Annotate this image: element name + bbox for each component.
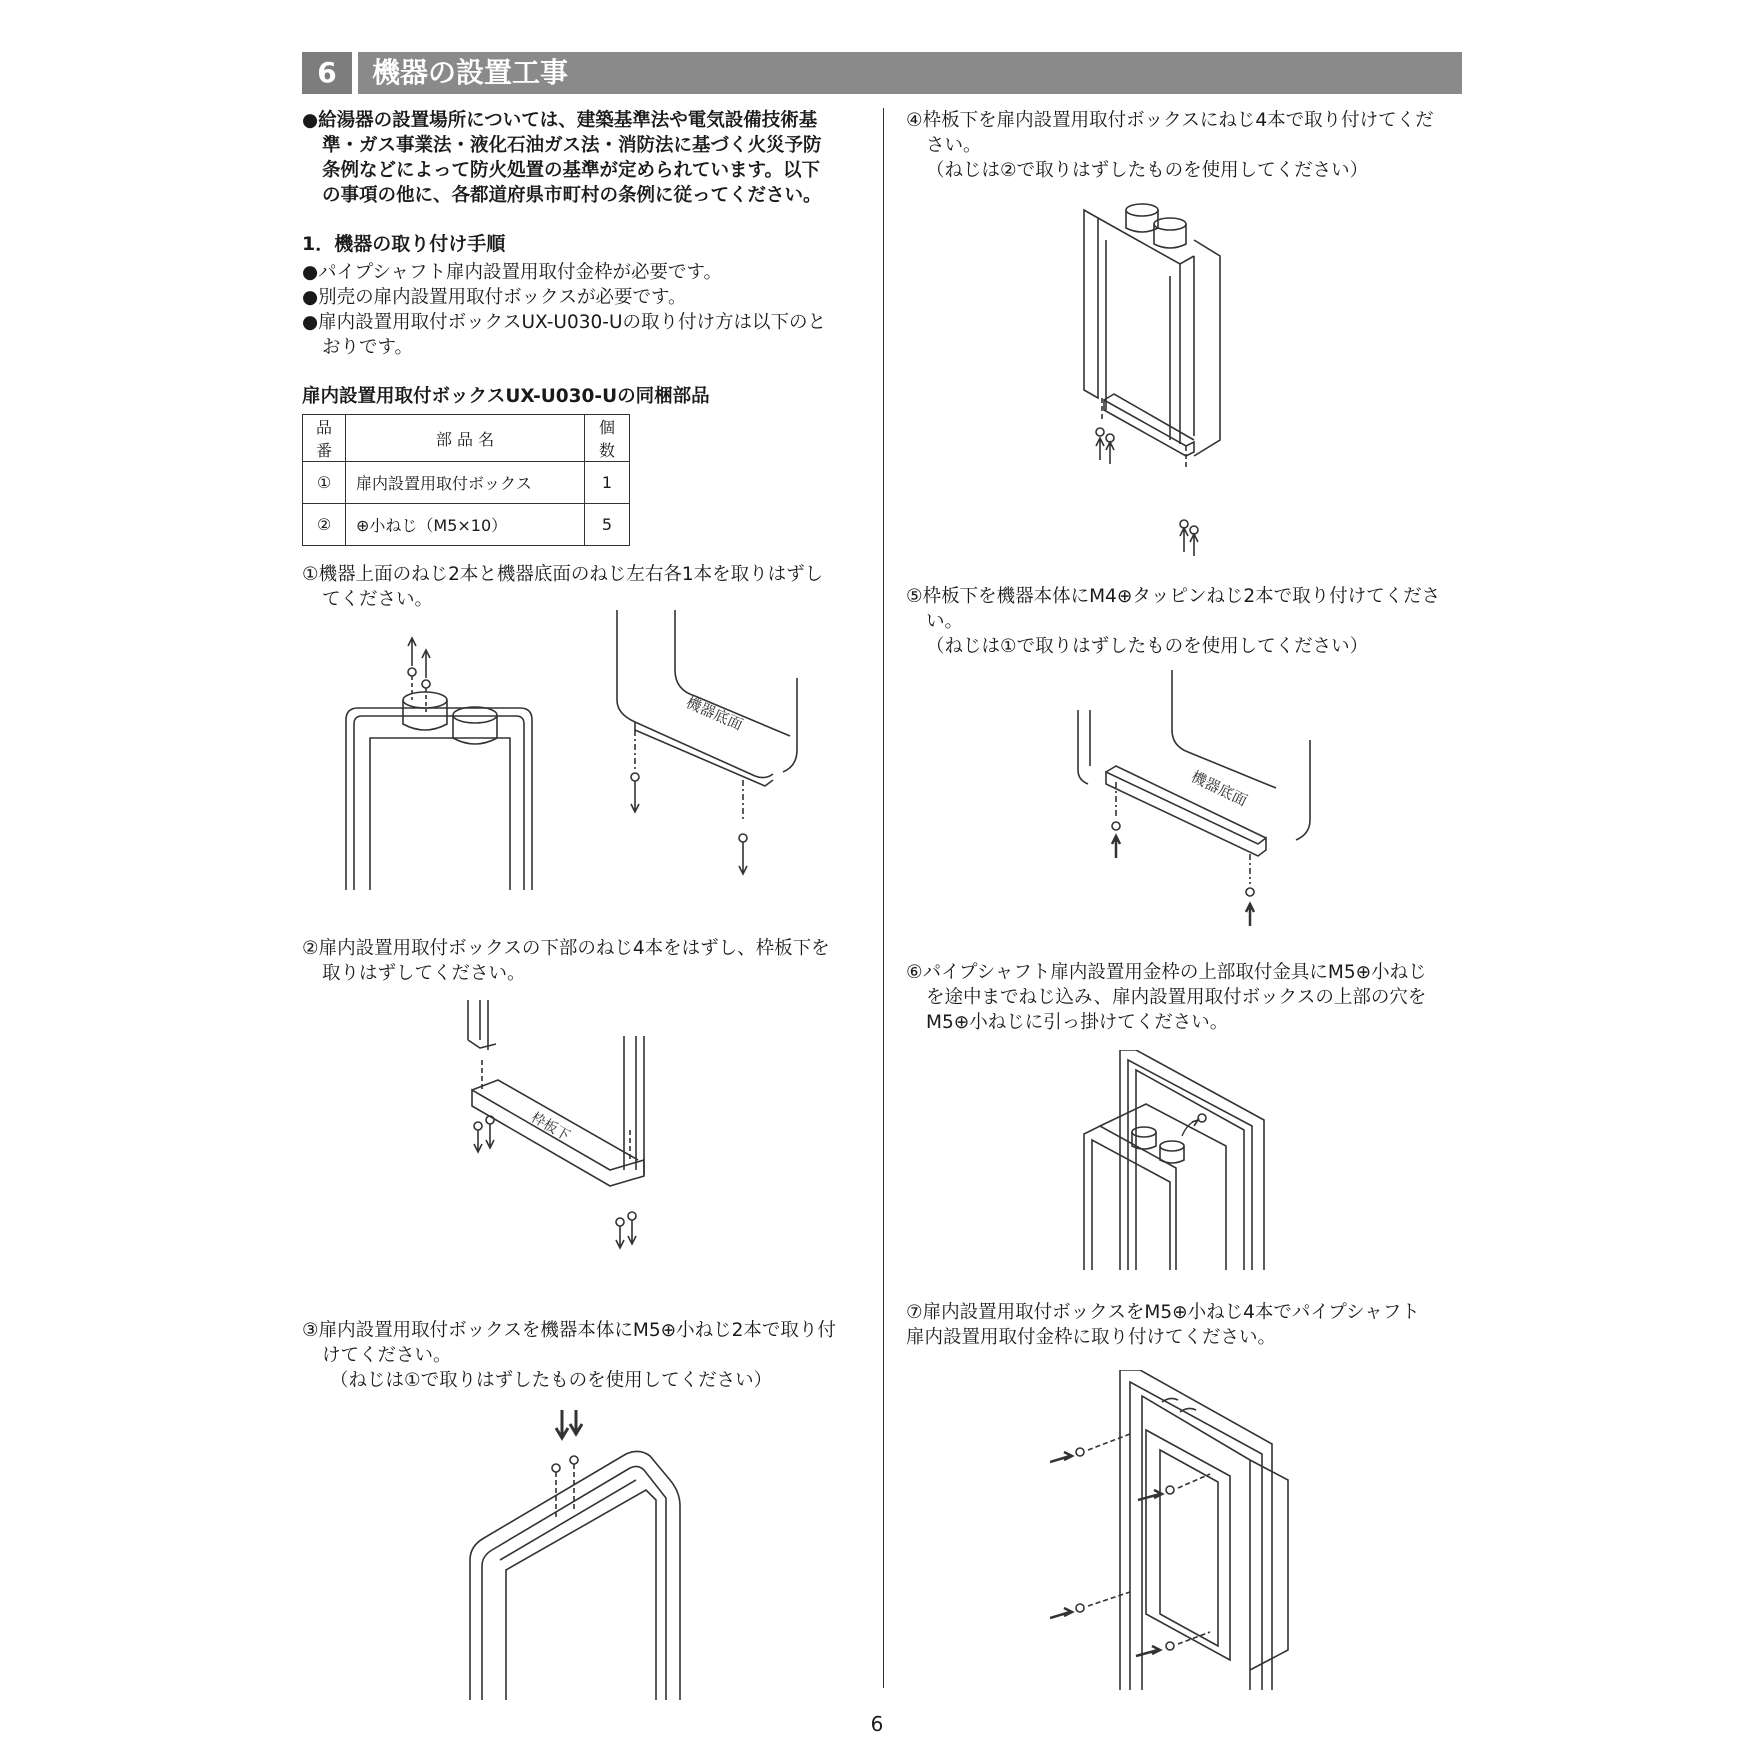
column-divider xyxy=(883,108,884,1688)
table-cell: ② xyxy=(303,504,346,546)
step-3-text xyxy=(302,1318,836,1393)
step-line: てください。 xyxy=(322,589,434,610)
section-title: 機器の設置工事 xyxy=(372,56,569,89)
table-header: 品番 xyxy=(303,415,346,462)
section-header xyxy=(302,52,1462,94)
step-4-text xyxy=(906,108,1434,183)
page-number: 6 xyxy=(870,1712,884,1736)
step-line: （ねじは②で取りはずしたものを使用してください） xyxy=(926,160,1369,181)
figure-unit-bottom xyxy=(605,610,805,890)
step-line: （ねじは①で取りはずしたものを使用してください） xyxy=(330,1370,773,1391)
step-1-text xyxy=(302,562,823,612)
step-7-text xyxy=(906,1300,1420,1350)
intro-line: ●給湯器の設置場所については、建築基準法や電気設備技術基 xyxy=(302,110,818,131)
table-cell: 1 xyxy=(585,462,630,504)
bottom-face-label: 機器底面 xyxy=(683,693,746,735)
figure-unit-top xyxy=(340,620,540,890)
step-line: を途中までねじ込み、扉内設置用取付ボックスの上部の穴を xyxy=(926,987,1427,1008)
procedure-bullets xyxy=(302,260,826,360)
table-header: 部 品 名 xyxy=(346,415,585,462)
step-line: ⑥パイプシャフト扉内設置用金枠の上部取付金具にM5⊕小ねじ xyxy=(906,962,1427,983)
step-line: ②扉内設置用取付ボックスの下部のねじ4本をはずし、枠板下を xyxy=(302,938,830,959)
section-number: 6 xyxy=(302,52,352,94)
table-header: 個数 xyxy=(585,415,630,462)
frame-plate-label: 枠板下 xyxy=(528,1109,573,1145)
step-2-text xyxy=(302,936,830,986)
step-line: M5⊕小ねじに引っ掛けてください。 xyxy=(926,1012,1229,1033)
step-line: 扉内設置用取付金枠に取り付けてください。 xyxy=(906,1327,1277,1348)
bullet-item: ●扉内設置用取付ボックスUX-U030-Uの取り付け方は以下のと xyxy=(302,312,826,333)
bullet-item: おりです。 xyxy=(322,337,414,358)
step-6-text xyxy=(906,960,1427,1035)
parts-table xyxy=(302,414,630,546)
figure-attach-box xyxy=(460,1410,700,1700)
table-row xyxy=(303,462,630,504)
intro-line: の事項の他に、各都道府県市町村の条例に従ってください。 xyxy=(322,185,822,206)
procedure-heading: 1．機器の取り付け手順 xyxy=(302,233,506,255)
step-line: ①機器上面のねじ2本と機器底面のねじ左右各1本を取りはずし xyxy=(302,564,824,585)
figure-fix-box-to-frame xyxy=(1050,1370,1300,1690)
step-line: い。 xyxy=(926,611,964,632)
step-line: けてください。 xyxy=(322,1345,452,1366)
step-line: ④枠板下を扉内設置用取付ボックスにねじ4本で取り付けてくだ xyxy=(906,110,1434,131)
figure-attach-frame-plate xyxy=(1070,200,1280,570)
step-line: さい。 xyxy=(926,135,982,156)
step-line: ③扉内設置用取付ボックスを機器本体にM5⊕小ねじ2本で取り付 xyxy=(302,1320,836,1341)
step-line: ⑤枠板下を機器本体にM4⊕タッピンねじ2本で取り付けてくださ xyxy=(906,586,1441,607)
parts-table-caption: 扉内設置用取付ボックスUX-U030-Uの同梱部品 xyxy=(302,386,710,407)
figure-attach-to-unit xyxy=(1070,670,1320,940)
table-header-row xyxy=(303,415,630,462)
bottom-face-label: 機器底面 xyxy=(1188,767,1251,810)
intro-text xyxy=(302,108,822,208)
step-line: 取りはずしてください。 xyxy=(322,963,526,984)
bullet-item: ●別売の扉内設置用取付ボックスが必要です。 xyxy=(302,287,687,308)
table-cell: ⊕小ねじ（M5×10） xyxy=(346,504,585,546)
step-line: （ねじは①で取りはずしたものを使用してください） xyxy=(926,636,1369,657)
step-5-text xyxy=(906,584,1440,659)
intro-line: 条例などによって防火処置の基準が定められています。以下 xyxy=(322,160,821,181)
table-cell: ① xyxy=(303,462,346,504)
table-cell: 5 xyxy=(585,504,630,546)
bullet-item: ●パイプシャフト扉内設置用取付金枠が必要です。 xyxy=(302,262,722,283)
figure-remove-frame-plate xyxy=(460,1000,670,1280)
intro-line: 準・ガス事業法・液化石油ガス法・消防法に基づく火災予防 xyxy=(322,135,822,156)
step-line: ⑦扉内設置用取付ボックスをM5⊕小ねじ4本でパイプシャフト xyxy=(906,1302,1420,1323)
table-row xyxy=(303,504,630,546)
figure-hang-box xyxy=(1076,1050,1276,1270)
table-cell: 扉内設置用取付ボックス xyxy=(346,462,585,504)
